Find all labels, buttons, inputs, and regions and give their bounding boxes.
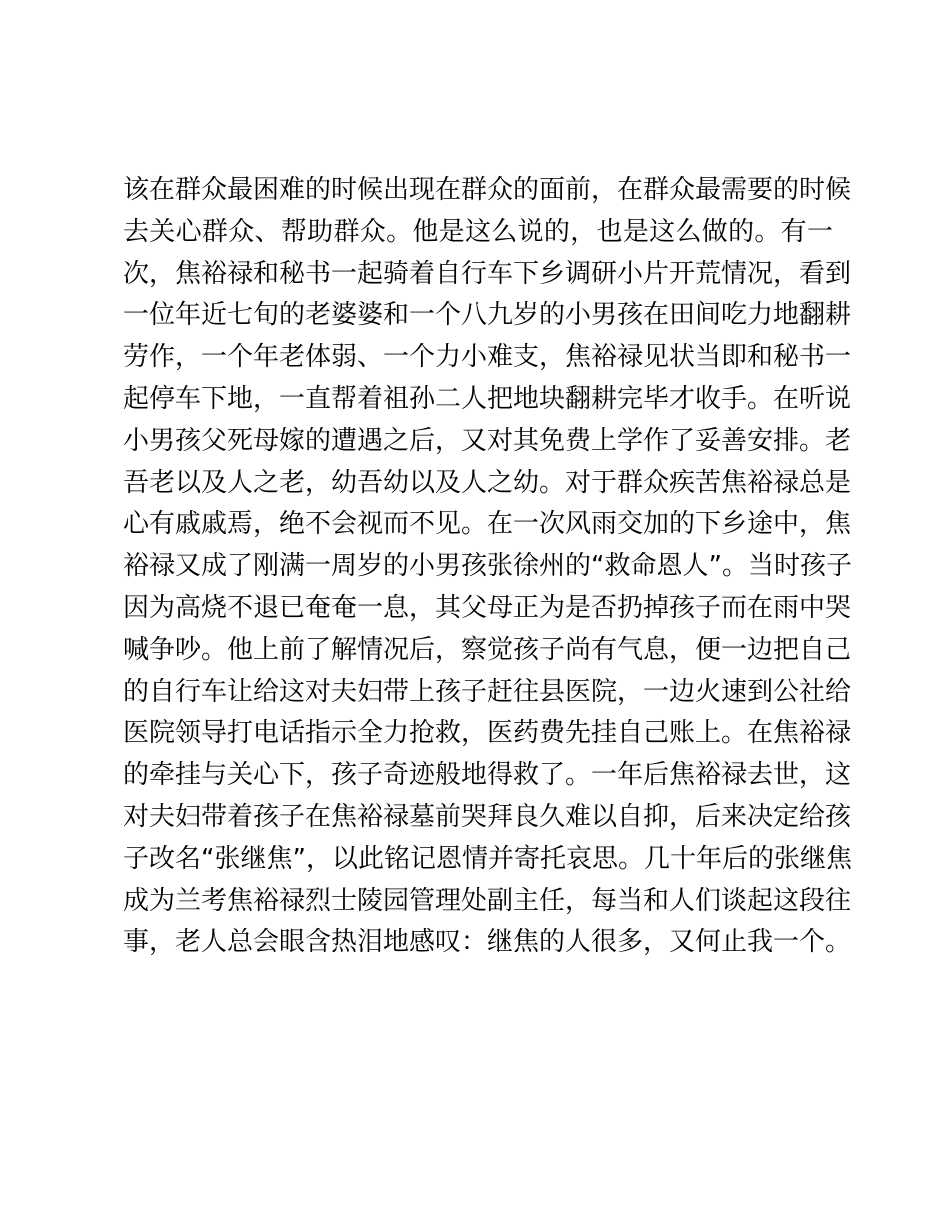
text-line: 的自行车让给这对夫妇带上孩子赶往县医院，一边火速到公社给	[123, 676, 852, 707]
text-line: 该在群众最困难的时候出现在群众的面前，在群众最需要的时候	[123, 175, 852, 205]
text-line: 的牵挂与关心下，孩子奇迹般地得救了。一年后焦裕禄去世，这	[123, 760, 852, 791]
text-line: 一位年近七旬的老婆婆和一个八九岁的小男孩在田间吃力地翻耕	[123, 300, 852, 331]
text-line: 起停车下地，一直帮着祖孙二人把地块翻耕完毕才收手。在听说	[123, 383, 852, 414]
text-line: 次，焦裕禄和秘书一起骑着自行车下乡调研小片开荒情况，看到	[123, 258, 852, 289]
text-line: 对夫妇带着孩子在焦裕禄墓前哭拜良久难以自抑，后来决定给孩	[123, 801, 852, 832]
text-line: 劳作，一个年老体弱、一个力小难支，焦裕禄见状当即和秘书一	[123, 342, 852, 373]
body-paragraph	[123, 170, 852, 964]
text-line: 裕禄又成了刚满一周岁的小男孩张徐州的“救命恩人”。当时孩子	[123, 551, 852, 582]
text-line: 小男孩父死母嫁的遭遇之后，又对其免费上学作了妥善安排。老	[123, 425, 852, 456]
text-line: 去关心群众、帮助群众。他是这么说的，也是这么做的。有一	[123, 216, 833, 247]
text-line: 医院领导打电话指示全力抢救，医药费先挂自己账上。在焦裕禄	[123, 718, 852, 749]
text-line: 因为高烧不退已奄奄一息，其父母正为是否扔掉孩子而在雨中哭	[123, 592, 852, 623]
text-line: 成为兰考焦裕禄烈士陵园管理处副主任，每当和人们谈起这段往	[123, 885, 852, 916]
text-line: 吾老以及人之老，幼吾幼以及人之幼。对于群众疾苦焦裕禄总是	[123, 467, 852, 498]
text-line: 心有戚戚焉，绝不会视而不见。在一次风雨交加的下乡途中，焦	[123, 509, 852, 540]
text-line: 事，老人总会眼含热泪地感叹：继焦的人很多，又何止我一个。	[123, 927, 852, 958]
text-line: 喊争吵。他上前了解情况后，察觉孩子尚有气息，便一边把自己	[123, 634, 852, 665]
text-line: 子改名“张继焦”，以此铭记恩情并寄托哀思。几十年后的张继焦	[123, 843, 852, 874]
